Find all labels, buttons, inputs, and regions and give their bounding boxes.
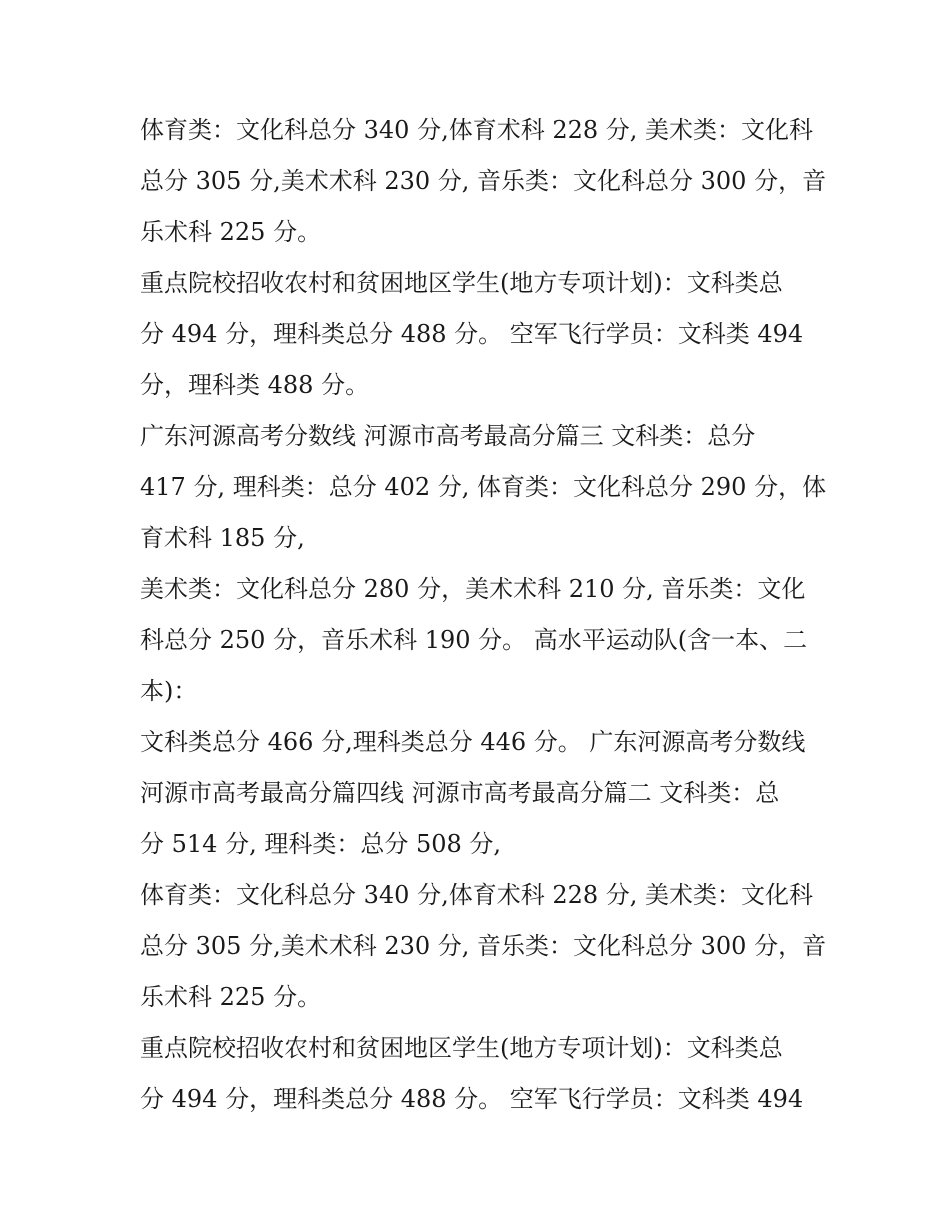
text-line: 体育类：文化科总分 340 分,体育术科 228 分, 美术类：文化科 <box>140 116 814 144</box>
text-line: 重点院校招收农村和贫困地区学生(地方专项计划)：文科类总 <box>140 269 783 297</box>
text-line: 科总分 250 分，音乐术科 190 分。 高水平运动队(含一本、二 <box>140 626 808 654</box>
text-line: 乐术科 225 分。 <box>140 983 322 1011</box>
text-line: 乐术科 225 分。 <box>140 218 322 246</box>
paragraph <box>140 105 827 258</box>
paragraph <box>140 564 820 717</box>
text-line: 分 494 分，理科类总分 488 分。 空军飞行学员：文科类 494 <box>140 320 804 348</box>
paragraph <box>140 411 827 564</box>
text-line: 广东河源高考分数线 河源市高考最高分篇三 文科类：总分 <box>140 422 756 450</box>
text-line: 417 分, 理科类：总分 402 分, 体育类：文化科总分 290 分，体 <box>140 473 827 501</box>
text-line: 总分 305 分,美术术科 230 分, 音乐类：文化科总分 300 分，音 <box>140 167 827 195</box>
document-body <box>140 105 827 1125</box>
paragraph <box>140 1023 820 1125</box>
text-line: 美术类：文化科总分 280 分，美术术科 210 分, 音乐类：文化 <box>140 575 806 603</box>
paragraph <box>140 258 820 411</box>
text-line: 本)： <box>140 677 198 705</box>
paragraph <box>140 717 820 870</box>
text-line: 重点院校招收农村和贫困地区学生(地方专项计划)：文科类总 <box>140 1034 783 1062</box>
text-line: 河源市高考最高分篇四线 河源市高考最高分篇二 文科类：总 <box>140 779 780 807</box>
text-line: 总分 305 分,美术术科 230 分, 音乐类：文化科总分 300 分，音 <box>140 932 827 960</box>
text-line: 体育类：文化科总分 340 分,体育术科 228 分, 美术类：文化科 <box>140 881 814 909</box>
text-line: 文科类总分 466 分,理科类总分 446 分。 广东河源高考分数线 <box>140 728 806 756</box>
text-line: 育术科 185 分, <box>140 524 305 552</box>
paragraph <box>140 870 827 1023</box>
text-line: 分 514 分, 理科类：总分 508 分, <box>140 830 502 858</box>
text-line: 分，理科类 488 分。 <box>140 371 370 399</box>
text-line: 分 494 分，理科类总分 488 分。 空军飞行学员：文科类 494 <box>140 1085 804 1113</box>
